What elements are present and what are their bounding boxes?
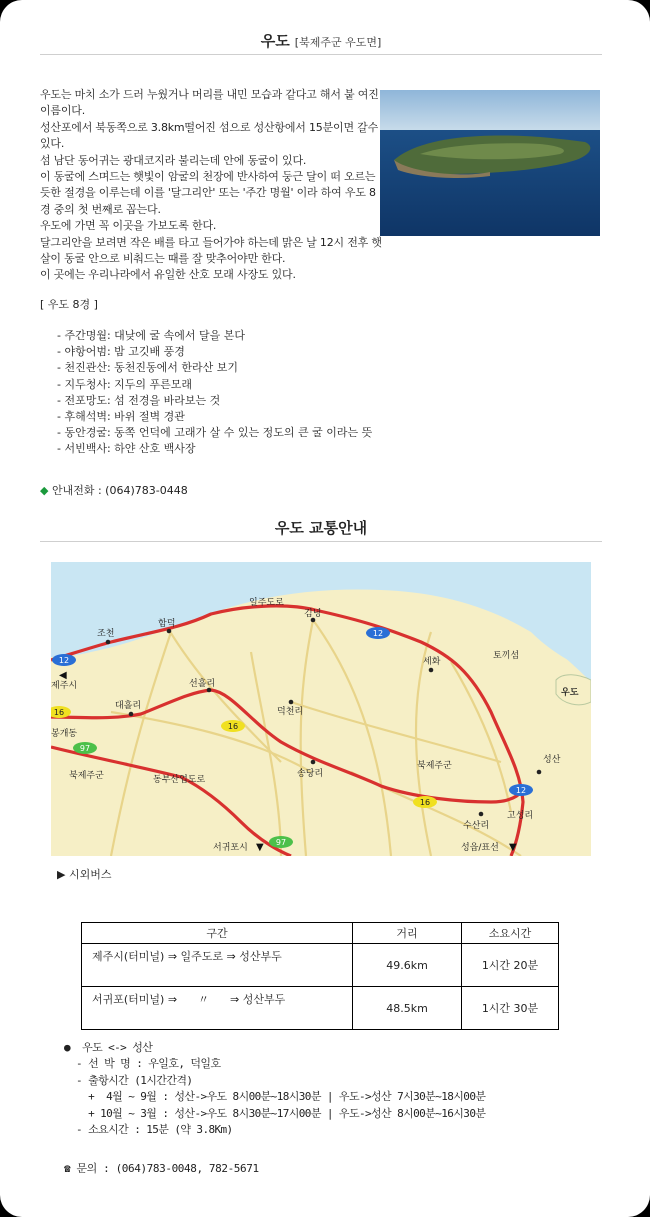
- map-label: 함덕: [158, 619, 176, 629]
- inquiry-line: ☎ 문의 : (064)783-0048, 782-5671: [64, 1162, 259, 1175]
- route-12-label: 12: [372, 629, 384, 638]
- map-label: 수산리: [463, 821, 490, 831]
- intro-text: [40, 87, 385, 284]
- map-label: 토끼섬: [493, 651, 520, 661]
- map-label: 북제주군: [417, 761, 452, 771]
- map-label: 조천: [97, 629, 115, 639]
- intro-line: 성산포에서 북동쪽으로 3.8km떨어진 섬으로 성산항에서 15분이면 갈수 있다.: [40, 120, 379, 151]
- intro-line: 섬 남단 동어귀는 광대코지라 불리는데 안에 동굴이 있다.: [40, 153, 307, 167]
- column-header: 소요시간: [462, 923, 559, 944]
- bus-section-label: ▶ 시외버스: [57, 868, 112, 881]
- route-97-label: 97: [79, 744, 91, 753]
- bus-route-table: [81, 922, 559, 1030]
- map-label: 동부산업도로: [153, 775, 206, 785]
- arrow-down-icon: ▼: [509, 842, 517, 853]
- ferry-line: - 소요시간 : 15분 (약 3.8Km): [64, 1123, 233, 1137]
- table-header-row: [82, 923, 559, 944]
- map-label: 대흘리: [115, 701, 142, 711]
- arrow-left-icon: ◀: [59, 670, 67, 681]
- list-item: - 서빈백사: 하얀 산호 백사장: [57, 442, 196, 456]
- ferry-line: + 4월 ~ 9월 : 성산->우도 8시00분~18시30분 | 우도->성산 7시30분~18시00분: [64, 1090, 486, 1104]
- list-item: - 전포망도: 섬 전경을 바라보는 것: [57, 393, 221, 407]
- distance-cell: 48.5km: [353, 987, 462, 1030]
- map-label: 성읍/표선: [461, 843, 499, 853]
- map-label: 서귀포시: [213, 843, 248, 853]
- route-map: [51, 562, 591, 856]
- intro-line: 이 동굴에 스며드는 햇빛이 암굴의 천장에 반사하여 둥근 달이 떠 오르는 듯한 절경을 이루는데 이를 '달그리안' 또는 '주간 명월' 이라 하여 우도 8경 중의 첫 번째로 꼽는다.: [40, 170, 376, 216]
- route-16-label: 16: [53, 708, 65, 717]
- map-label: 북제주군: [69, 771, 104, 781]
- map-label: 세화: [423, 657, 441, 667]
- map-label: 송당리: [297, 769, 324, 779]
- time-cell: 1시간 30분: [462, 987, 559, 1030]
- time-cell: 1시간 20분: [462, 944, 559, 987]
- table-row: [82, 944, 559, 987]
- views-list: [57, 328, 372, 458]
- ferry-line: + 10월 ~ 3월 : 성산->우도 8시30분~17시00분 | 우도->성산 8시00분~16시30분: [64, 1106, 486, 1120]
- list-item: - 후해석벽: 바위 절벽 경관: [57, 410, 185, 424]
- distance-cell: 49.6km: [353, 944, 462, 987]
- list-item: - 주간명월: 대낮에 굴 속에서 달을 본다: [57, 329, 246, 342]
- table-row: [82, 987, 559, 1030]
- map-label: 덕천리: [277, 707, 304, 717]
- map-label: 제주시: [51, 681, 78, 691]
- list-item: - 야항어범: 밤 고깃배 풍경: [57, 345, 185, 359]
- udo-island-photo: [380, 90, 600, 236]
- diamond-icon: ◆: [40, 484, 49, 497]
- map-label: 우도: [561, 688, 579, 698]
- page-subtitle: [북제주군 우도면]: [294, 36, 382, 49]
- arrow-down-icon: ▼: [256, 842, 264, 853]
- route-12-label: 12: [58, 656, 70, 665]
- ferry-line: ● 우도 <-> 성산: [64, 1041, 153, 1054]
- ferry-line: - 선 박 명 : 우일호, 덕일호: [64, 1057, 221, 1071]
- intro-line: 우도는 마치 소가 드러 누웠거나 머리를 내민 모습과 같다고 해서 붙 여진 이름이다.: [40, 88, 379, 118]
- route-12-label: 12: [515, 786, 527, 795]
- page-title: 우도: [260, 32, 290, 50]
- map-label: 선흘리: [189, 679, 216, 689]
- route-16-label: 16: [227, 722, 239, 731]
- route-97-label: 97: [275, 838, 287, 847]
- route-cell: 제주시(터미널) ⇒ 일주도로 ⇒ 성산부두: [82, 944, 353, 987]
- page-title-row: [40, 30, 602, 55]
- map-label: 김녕: [304, 609, 322, 619]
- map-label: 일주도로: [249, 598, 284, 608]
- route-16-label: 16: [419, 798, 431, 807]
- transport-title: 우도 교통안내: [274, 519, 368, 537]
- ferry-info: [64, 1040, 485, 1138]
- column-header: 거리: [353, 923, 462, 944]
- intro-line: 이 곳에는 우리나라에서 유일한 산호 모래 사장도 있다.: [40, 268, 296, 282]
- contact-line: [40, 482, 188, 498]
- contact-text: 안내전화 : (064)783-0448: [51, 484, 188, 497]
- column-header: 구간: [82, 923, 353, 944]
- route-cell: 서귀포(터미널) ⇒ 〃 ⇒ 성산부두: [82, 987, 353, 1030]
- map-label: 성산: [543, 755, 561, 765]
- list-item: - 지두청사: 지두의 푸른모래: [57, 377, 193, 391]
- map-label: 고성리: [507, 811, 534, 821]
- intro-line: 우도에 가면 꼭 이곳을 가보도록 한다.: [40, 219, 217, 233]
- transport-title-row: [40, 517, 602, 542]
- map-label: 봉개동: [51, 729, 78, 739]
- list-item: - 천진관산: 동천진동에서 한라산 보기: [57, 361, 239, 375]
- views-heading: [ 우도 8경 ]: [40, 298, 98, 311]
- ferry-line: - 출항시간 (1시간간격): [64, 1073, 193, 1087]
- list-item: - 동안경굴: 동쪽 언덕에 고래가 살 수 있는 정도의 큰 굴 이라는 뜻: [57, 426, 373, 440]
- intro-line: 달그리안을 보려면 작은 배를 타고 들어가야 하는데 맑은 날 12시 전후 햇살이 동굴 안으로 비춰드는 때를 잘 맞추어야만 한다.: [40, 235, 382, 266]
